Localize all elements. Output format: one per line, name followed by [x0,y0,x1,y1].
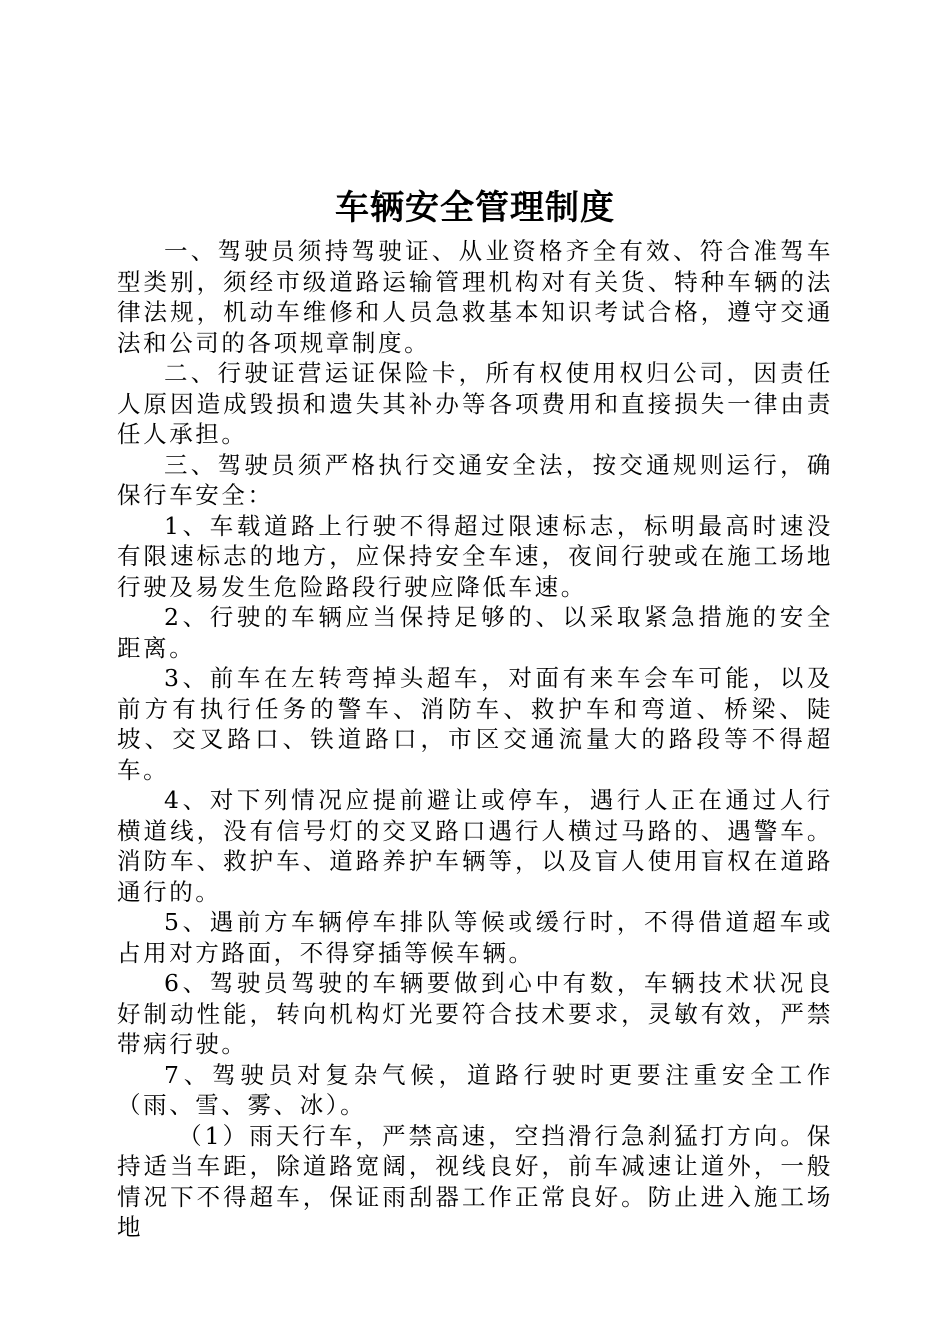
document-title: 车辆安全管理制度 [335,188,615,228]
paragraph-2: 二、行驶证营运证保险卡，所有权使用权归公司，因责任人原因造成毁损和遗失其补办等各项费用和直接损失一律由责任人承担。 [117,359,833,448]
paragraph-7: 4、对下列情况应提前避让或停车，遇行人正在通过人行横道线，没有信号灯的交叉路口遇行人横过马路的、遇警车。消防车、救护车、道路养护车辆等，以及盲人使用盲权在道路通行的。 [117,786,833,906]
paragraph-8: 5、遇前方车辆停车排队等候或缓行时，不得借道超车或占用对方路面，不得穿插等候车辆。 [117,908,833,967]
paragraph-1: 一、驾驶员须持驾驶证、从业资格齐全有效、符合准驾车型类别，须经市级道路运输管理机构对有关货、特种车辆的法律法规，机动车维修和人员急救基本知识考试合格，遵守交通法和公司的各项规章制度。 [117,237,833,357]
document-body [117,236,833,1243]
paragraph-4: 1、车载道路上行驶不得超过限速标志，标明最高时速没有限速标志的地方，应保持安全车速，夜间行驶或在施工场地行驶及易发生危险路段行驶应降低车速。 [117,511,833,601]
paragraph-3: 三、驾驶员须严格执行交通安全法，按交通规则运行，确保行车安全： [117,450,833,509]
paragraph-10: 7、驾驶员对复杂气候，道路行驶时更要注重安全工作（雨、雪、雾、冰）。 [117,1060,833,1119]
paragraph-5: 2、行驶的车辆应当保持足够的、以采取紧急措施的安全距离。 [117,603,833,662]
paragraph-9: 6、驾驶员驾驶的车辆要做到心中有数，车辆技术状况良好制动性能，转向机构灯光要符合技术要求，灵敏有效，严禁带病行驶。 [117,969,833,1058]
paragraph-6: 3、前车在左转弯掉头超车，对面有来车会车可能，以及前方有执行任务的警车、消防车、救护车和弯道、桥梁、陡坡、交叉路口、铁道路口，市区交通流量大的路段等不得超车。 [117,664,833,784]
paragraph-11: （1）雨天行车，严禁高速，空挡滑行急刹猛打方向。保持适当车距，除道路宽阔，视线良好，前车减速让道外，一般情况下不得超车，保证雨刮器工作正常良好。防止进入施工场地 [117,1121,833,1241]
